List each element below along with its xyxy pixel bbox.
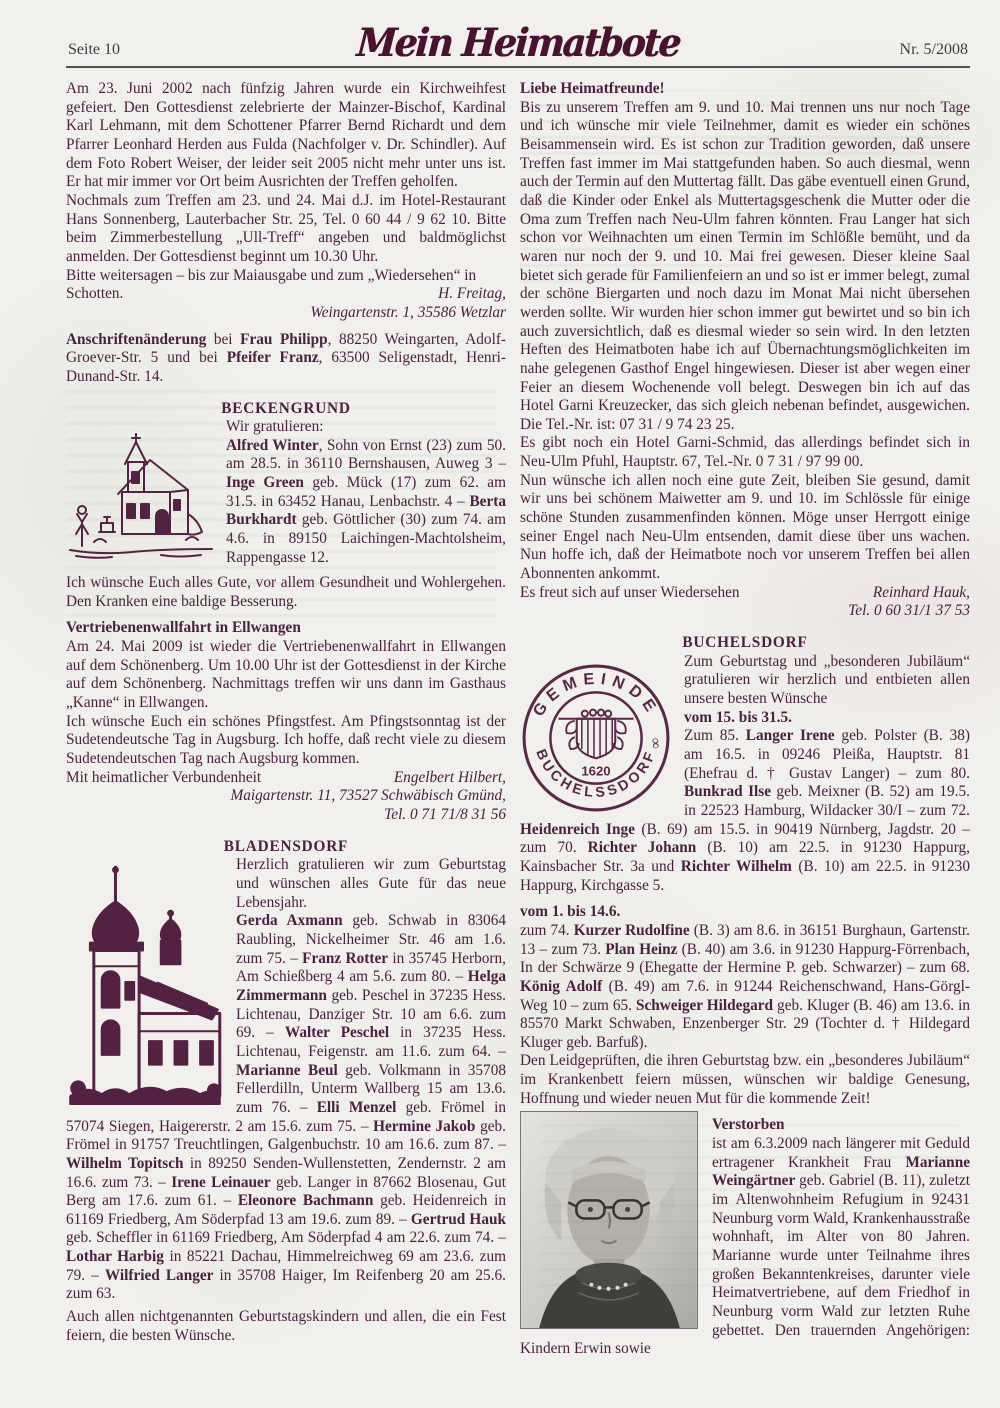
signature-row <box>66 285 506 304</box>
heimatfreunde-paragraph-2: Es gibt noch ein Hotel Garni-Schmid, das allerdings befindet sich in Neu-Ulm Pfuhl, Hauptstr. 67, Tel.-Nr. 0 7 31 / 97 99 00. <box>520 434 970 471</box>
signature-name: Engelbert Hilbert, <box>393 768 506 786</box>
signature-address: Maigartenstr. 11, 73527 Schwäbisch Gmünd, <box>230 787 506 805</box>
page-content <box>0 68 1000 1359</box>
seal-infinity-ornament: ∞ <box>646 736 665 750</box>
seal-ring-bottom-text: BUCHELSSDORF <box>532 746 660 801</box>
section-heading-buchelsdorf: BUCHELSDORF <box>682 634 808 652</box>
beckengrund-intro: Wir gratulieren: <box>226 418 324 436</box>
page-number: Seite 10 <box>68 41 120 59</box>
buchelsdorf-birthday-list-2: zum 74. Kurzer Rudolfine (B. 3) am 8.6. in 36151 Burghaun, Gartenstr. 13 – zum 73. Plan Heinz (B. 40) am 3.6. in 91230 Happurg-Förrenbach, In der Schwärze 9 (Ehegatte der Hermine P. geb. Schwarzer) – zum 68. König Adolf (B. 49) am 7.6. in 91244 Reichenschwand, Hans-Görgl-Weg 10 – zum 65. Schweiger Hildegard geb. Kluger (B. 46) am 13.6. in 85570 Markt Schwaben, Enzenberger Str. 29 (Tochter d. † Hildegard Kluger geb. Barfuß). <box>520 921 970 1051</box>
heimatfreunde-paragraph-3: Nun wünsche ich allen noch eine gute Zeit, bleiben Sie gesund, damit wir uns bei schönem Maiwetter am 9. und 10. im Schlössle für einige schöne Stunden zusammenfinden können. Möge unser Herrgott einige seiner Engel nach Neu-Ulm entsenden, damit diese über uns wachen. Nun hoffe ich, daß der Heimatbote noch vor unserem Treffen bei allen Abonnenten ankommt. <box>520 471 970 583</box>
section-heading-beckengrund: BECKENGRUND <box>221 399 351 417</box>
verstorben-obituary: ist am 6.3.2009 nach längerer mit Geduld ertragener Krankheit Frau Marianne Weingärtner geb. Gabriel (B. 11), zuletzt im Altenwohnheim Refugium in 92431 Neunburg vorm Wald, Krankenhausstraße wohnhaft, im Alter von 80 Jahren. Marianne wurde unter Teilnahme ihres großen Bekanntenkreises, darunter viele Heimatvertriebene, auf dem Friedhof in Neunburg vorm Wald zur letzten Ruhe gebettet. Den trauernden Angehörigen: Kindern Erwin sowie <box>520 1135 970 1358</box>
section-heading-wallfahrt: Vertriebenenwallfahrt in Ellwangen <box>66 619 301 637</box>
anschriftenaenderung-paragraph: Anschriftenänderung bei Frau Philipp, 88250 Weingarten, Adolf-Groever-Str. 5 und bei Pfeifer Franz, 63500 Seligenstadt, Henri-Dunand-Str. 14. <box>66 330 507 385</box>
signature-address: Weingartenstr. 1, 35586 Wetzlar <box>310 303 506 321</box>
bladensdorf-intro: Herzlich gratulieren wir zum Geburtstag und wünschen alles Gute für das neue Lebensjahr. <box>236 856 506 911</box>
kirchweihfest-paragraph: Am 23. Juni 2002 nach fünfzig Jahren wurde ein Kirchweihfest gefeiert. Den Gottesdienst zelebrierte der Mainzer-Bischof, Kardinal Karl Lehmann, mit dem Schottener Pfarrer Bernd Richardt und dem Pfarrer Leonhard Herden aus Fulda (Nachfolger v. Dr. Schindler). Auf dem Foto Robert Weiser, der leider seit 2005 nicht mehr unter uns ist. Er hat mir immer vor Ort beim Ausrichten der Treffen geholfen. <box>66 80 506 191</box>
signature-name: H. Freitag, <box>438 285 506 303</box>
seal-year: 1620 <box>581 763 611 779</box>
masthead-logo: Mein Heimatbote <box>355 20 681 66</box>
wallfahrt-paragraph-2: Ich wünsche Euch ein schönes Pfingstfest. Am Pfingstsonntag ist der Sudetendeutsche Tag in Augsburg. Ich hoffe, daß recht viele zu diesem Sudetendeutschen Tag nach Augsburg kommen. <box>66 712 506 768</box>
buchelsdorf-date-range-1: vom 15. bis 31.5. <box>684 708 792 726</box>
buchelsdorf-condolence: Den Leidgeprüften, die ihren Geburtstag bzw. ein „besonderes Jubiläum“ im Krankenbett feiern müssen, wünschen wir baldige Genesung, Hoffnung und wieder neuen Mut für die kommende Zeit! <box>520 1052 970 1107</box>
bladensdorf-wishes: Auch allen nichtgenannten Geburtstagskindern und allen, die ein Fest feiern, die besten Wünsche. <box>66 1308 506 1344</box>
marianne-weingaertner-photo <box>520 1111 698 1329</box>
signature-row <box>66 769 506 788</box>
buchelsdorf-birthday-list-1: Zum 85. Langer Irene geb. Polster (B. 38) am 16.5. in 09246 Pleißa, Hauptstr. 81 (Ehefrau d. † Gustav Langer) – zum 80. Bunkrad Ilse geb. Meixner (B. 52) am 19.5. in 22523 Hamburg, Wildacker 30/I – zum 72. Heidenreich Inge (B. 69) am 15.5. in 90419 Nürnberg, Jagdstr. 20 – zum 70. Richter Johann (B. 10) am 22.5. in 91230 Happurg, Kainsbacher Str. 3a und Richter Wilhelm (B. 10) am 22.5. in 91230 Happurg, Kirchgasse 5. <box>520 727 970 894</box>
bladensdorf-church-illustration <box>66 860 224 1106</box>
signature-name: Reinhard Hauk, <box>872 583 970 601</box>
section-heading-heimatfreunde: Liebe Heimatfreunde! <box>520 80 665 97</box>
wallfahrt-closing: Mit heimatlicher Verbundenheit <box>66 768 262 786</box>
section-heading-verstorben: Verstorben <box>712 1116 785 1134</box>
signature-phone: Tel. 0 71 71/8 31 56 <box>384 806 506 824</box>
signature-row <box>520 584 970 603</box>
left-column <box>66 80 506 1359</box>
beckengrund-birthday-list: Alfred Winter, Sohn von Ernst (23) zum 50. am 28.5. in 36110 Bernshausen, Auweg 3 – Inge Green geb. Mück (17) zum 62. am 31.5. in 63452 Hanau, Lenbachstr. 4 – Berta Burkhardt geb. Göttlicher (30) zum 74. am 4.6. in 89150 Laichingen-Machtolsheim, Rappengasse 12. <box>226 436 506 566</box>
issue-number: Nr. 5/2008 <box>899 41 968 59</box>
seal-ring-top-text: GEMEINDE <box>529 669 663 720</box>
right-column <box>520 80 970 1359</box>
heimatfreunde-paragraph-1: Bis zu unserem Treffen am 9. und 10. Mai trennen uns nur noch Tage und ich wünsche mir viele Teilnehmer, damit es wieder ein schönes Beisammensein wird. Es ist schon zur Tradition geworden, daß unsere Treffen fast immer im Mai stattgefunden haben. So auch diesmal, wenn auch der Termin auf den Muttertag fällt. Das gäbe eventuell einen Grund, daß die Kinder oder Enkel als Muttertagsgeschenk die Mutter oder die Oma zum Treffen nach Neu-Ulm fahren könnten. Frau Langer hat sich schon vor Weihnachten um einen Termin im Schlößle bemüht, und da waren nur noch der 9. und 10. Mai frei gewesen. Dieser kleine Saal bietet sich gerade für Familienfeiern an und so ist er immer belegt, zumal der schöne Biergarten und noch dazu im Monat Mai nicht übersehen werden sollte. Wir wurden hier schon immer gut bewirtet und so bin ich auch zuversichtlich, daß es diesmal wieder so sein wird. In den letzten Heften des Heimatboten habe ich auf Übernachtungsmöglichkeiten im nahe gelegenen Gasthof Engel hingewiesen. Dieser ist aber wegen einer Feier an diesem Wochenende voll belegt. Deswegen bin ich auf das Hotel Garni Kreuzecker, das sich gleich nebenan befindet, ausgewichen. Die Tel.-Nr. ist: 07 31 / 9 74 23 25. <box>520 98 970 433</box>
buchelsdorf-community-seal <box>520 659 672 817</box>
buchelsdorf-intro: Zum Geburtstag und „besonderen Jubiläum“ gratulieren wir herzlich und entbieten allen unsere besten Wünsche <box>684 652 970 707</box>
beckengrund-wishes: Ich wünsche Euch alles Gute, vor allem Gesundheit und Wohlergehen. Den Kranken eine baldige Besserung. <box>66 574 506 610</box>
signature-phone: Tel. 0 60 31/1 37 53 <box>848 602 970 620</box>
treffen-paragraph: Nochmals zum Treffen am 23. und 24. Mai d.J. im Hotel-Restaurant Hans Sonnenberg, Lauterbacher Str. 25, Tel. 0 60 44 / 9 62 10. Bitte beim Zimmerbestellung „Ull-Treff“ angeben und baldmöglichst anmelden. Der Gottesdienst beginnt um 10.30 Uhr. <box>66 191 506 265</box>
beckengrund-church-illustration <box>66 422 216 572</box>
weitersagen-paragraph: Bitte weitersagen – bis zur Maiausgabe und zum „Wiedersehen“ in <box>66 266 477 284</box>
bladensdorf-birthday-list: Gerda Axmann geb. Schwab in 83064 Raubling, Nickelheimer Str. 46 am 1.6. zum 75. – Franz Rotter in 35745 Herborn, Am Schießberg 4 am 5.6. zum 80. – Helga Zimmermann geb. Peschel in 37235 Hess. Lichtenau, Danziger Str. 10 am 6.6. zum 69. – Walter Peschel in 37235 Hess. Lichtenau, Feigenstr. am 11.6. zum 64. – Marianne Beul geb. Volkmann in 35708 Fellerdilln, Unterm Wallberg 15 am 13.6. zum 76. – Elli Menzel geb. Frömel in 57074 Siegen, Haigererstr. 2 am 15.6. zum 75. – Hermine Jakob geb. Frömel in 91757 Treuchtlingen, Galgenbuchstr. 10 am 16.6. zum 87. – Wilhelm Topitsch in 89250 Senden-Wullenstetten, Zendernstr. 2 am 16.6. zum 73. – Irene Leinauer geb. Langer in 87662 Blosenau, Gut Berg am 17.6. zum 61. – Eleonore Bachmann geb. Heidenreich in 61169 Friedberg, Am Söderpfad 13 am 19.6. zum 89. – Gertrud Hauk geb. Scheffler in 61169 Friedberg, Am Söderpfad 4 am 22.6. zum 74. – Lothar Harbig in 85221 Dachau, Himmelreichweg 69 am 23.6. zum 79. – Wilfried Langer in 35708 Haiger, Im Reifenberg 20 am 25.6. zum 63. <box>66 912 507 1303</box>
wallfahrt-paragraph-1: Am 24. Mai 2009 ist wieder die Vertriebenenwallfahrt in Ellwangen auf dem Schönenberg. Um 10.00 Uhr ist der Gottesdienst in der Kirche auf dem Schönenberg. Nachmittags treffen wir uns dann im Gasthaus „Kanne“ in Ellwangen. <box>66 638 506 712</box>
buchelsdorf-date-range-2: vom 1. bis 14.6. <box>520 903 621 921</box>
page-header <box>66 0 970 68</box>
heimatfreunde-closing: Es freut sich auf unser Wiedersehen <box>520 583 740 601</box>
weitersagen-end: Schotten. <box>66 285 124 303</box>
section-heading-bladensdorf: BLADENSDORF <box>223 837 349 855</box>
